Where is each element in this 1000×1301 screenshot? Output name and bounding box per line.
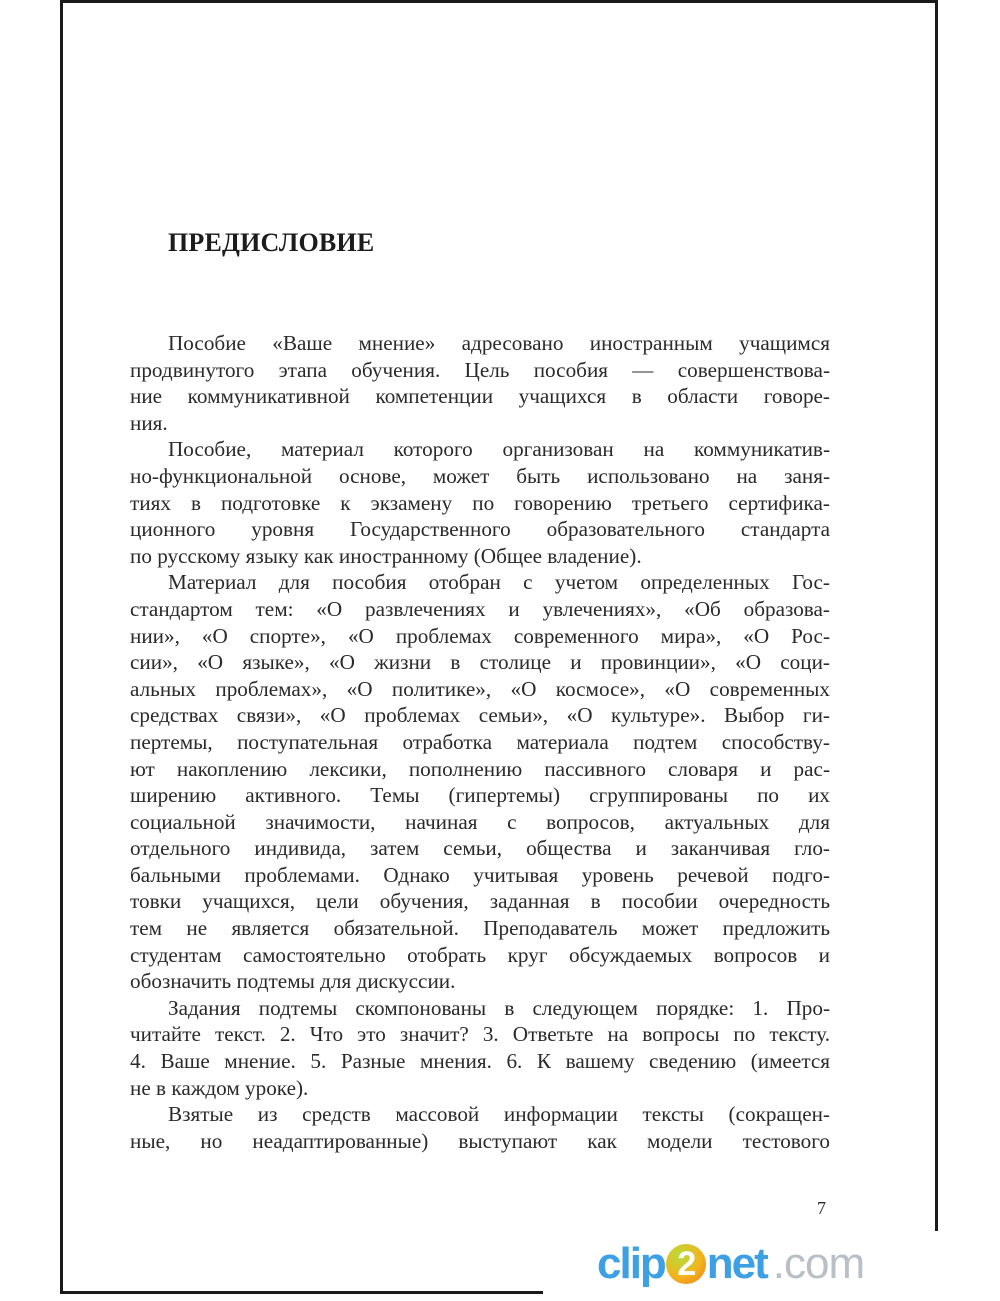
- text-line: обозначить подтемы для дискуссии.: [130, 969, 456, 994]
- page-bottom-border: [60, 1291, 543, 1294]
- text-line: Пособие, материал которого организован на коммуникатив-: [168, 437, 830, 462]
- text-line: продвинутого этапа обучения. Цель пособия — совершенствова-: [130, 357, 830, 382]
- text-line: ние коммуникативной компетенции учащихся в области говоре-: [130, 384, 830, 409]
- page-number: 7: [817, 1198, 826, 1218]
- text-line: Пособие «Ваше мнение» адресовано иностранным учащимся: [168, 331, 830, 355]
- text-line: Материал для пособия отобран с учетом определенных Гос-: [168, 570, 830, 595]
- text-line: бальными проблемами. Однако учитывая уровень речевой подго-: [130, 862, 830, 887]
- text-line: по русскому языку как иностранному (Общее владение).: [130, 543, 642, 568]
- text-line: сии», «О языке», «О жизни в столице и провинции», «О соци-: [130, 650, 830, 675]
- text-line: нии», «О спорте», «О проблемах современного мира», «О Рос-: [130, 623, 830, 648]
- text-line: пертемы, поступательная отработка материала подтем способству-: [130, 729, 830, 754]
- text-line: социальной значимости, начиная с вопросов, актуальных для: [130, 809, 830, 834]
- text-line: средствах связи», «О проблемах семьи», «О культуре». Выбор ги-: [130, 703, 830, 728]
- text-line: ния.: [130, 410, 168, 435]
- text-line: 4. Ваше мнение. 5. Разные мнения. 6. К вашему сведению (имеется: [130, 1049, 830, 1074]
- page-heading: ПРЕДИСЛОВИЕ: [168, 228, 375, 257]
- text-line: ют накоплению лексики, пополнению пассивного словаря и рас-: [130, 756, 830, 781]
- text-line: отдельного индивида, затем семьи, общества и заканчивая гло-: [130, 836, 830, 861]
- watermark-two-circle-icon: 2: [666, 1244, 706, 1284]
- text-line: ные, но неадаптированные) выступают как модели тестового: [130, 1128, 830, 1153]
- text-line: ширению активного. Темы (гипертемы) сгруппированы по их: [130, 783, 830, 808]
- watermark-com-text: .com: [772, 1239, 865, 1288]
- clip2net-watermark-logo: [597, 1239, 865, 1288]
- watermark-net-text: net: [706, 1239, 767, 1288]
- text-line: читайте текст. 2. Что это значит? 3. Ответьте на вопросы по тексту.: [130, 1022, 830, 1047]
- text-line: товки учащихся, цели обучения, заданная в пособии очередность: [130, 889, 830, 914]
- text-line: тиях в подготовке к экзамену по говорению третьего сертифика-: [130, 490, 830, 515]
- text-line: Задания подтемы скомпонованы в следующем порядке: 1. Про-: [168, 995, 830, 1020]
- watermark-clip-text: clip: [597, 1239, 665, 1288]
- text-line: студентам самостоятельно отобрать круг обсуждаемых вопросов и: [130, 942, 830, 967]
- text-line: тем не является обязательной. Преподаватель может предложить: [130, 916, 830, 941]
- text-line: но-функциональной основе, может быть использовано на заня-: [130, 463, 830, 488]
- text-line: ционного уровня Государственного образовательного стандарта: [130, 517, 830, 542]
- text-line: альных проблемах», «О политике», «О космосе», «О современных: [130, 676, 830, 701]
- body-text: [130, 330, 830, 1154]
- page-right-border-end: [932, 1231, 940, 1301]
- text-line: Взятые из средств массовой информации тексты (сокращен-: [168, 1102, 830, 1127]
- text-line: не в каждом уроке).: [130, 1075, 309, 1100]
- text-line: стандартом тем: «О развлечениях и увлечениях», «Об образова-: [130, 596, 830, 621]
